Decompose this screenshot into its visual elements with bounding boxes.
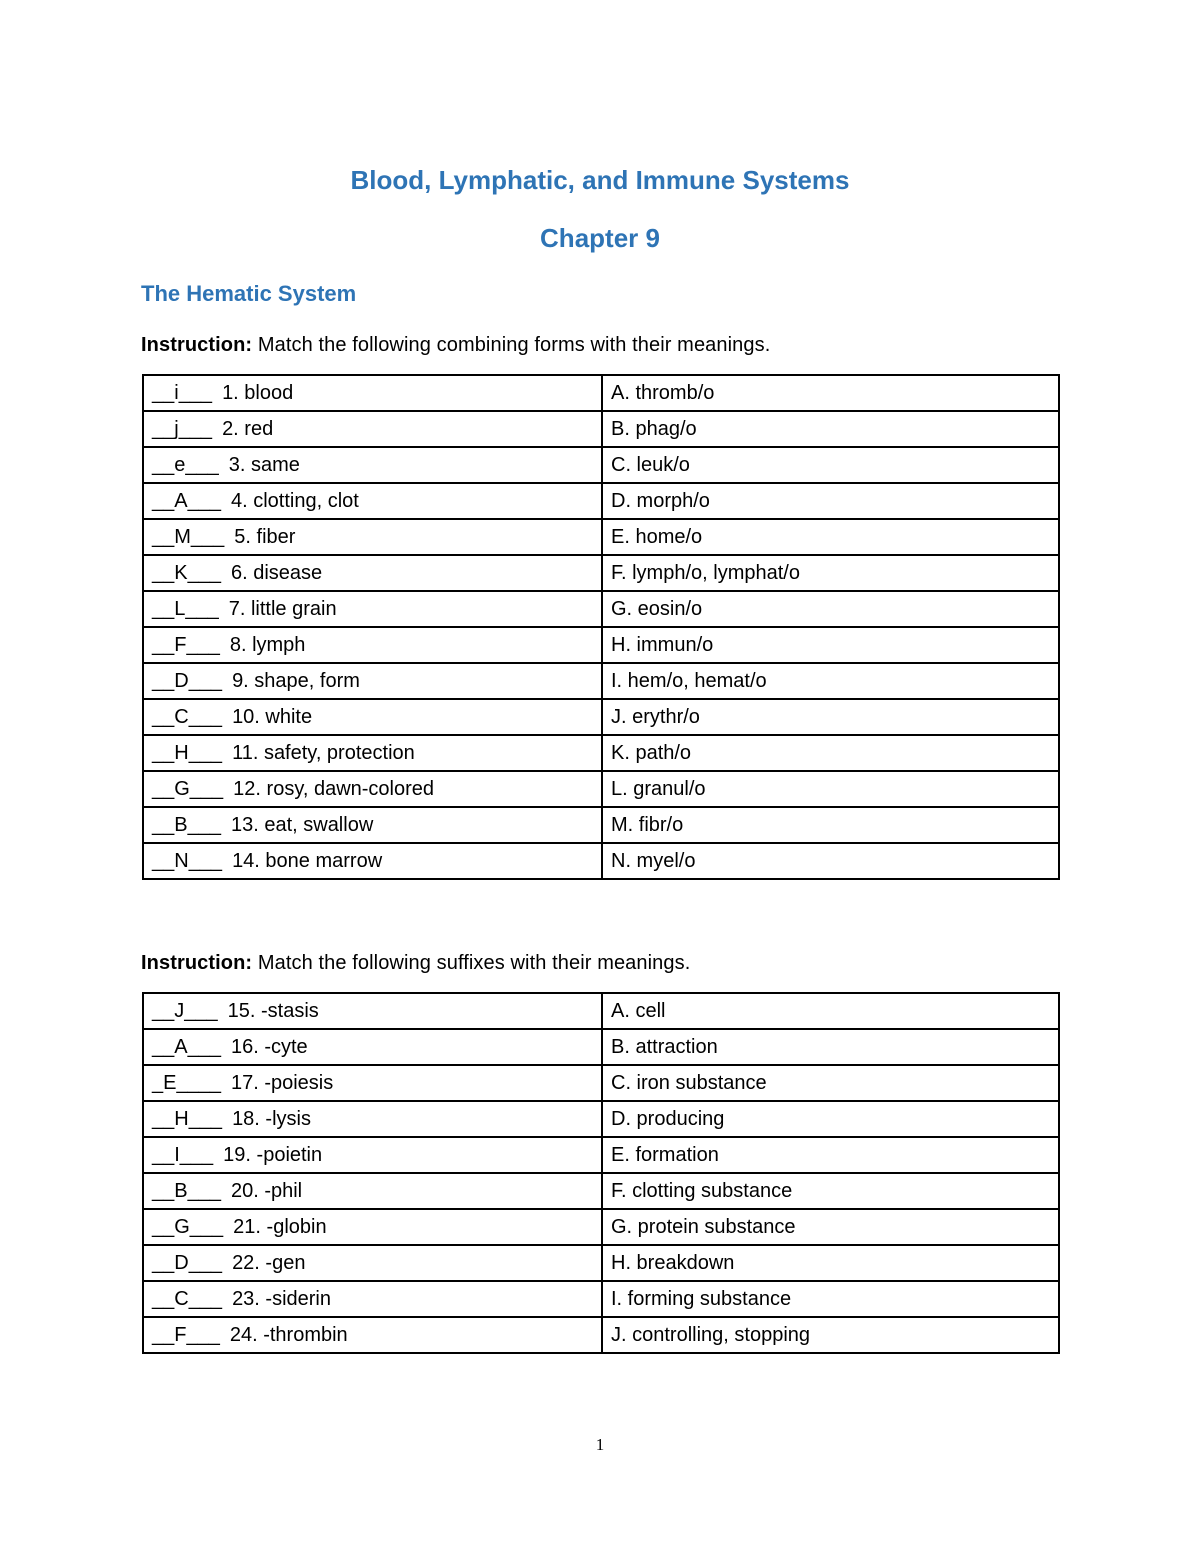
- option-text: C. leuk/o: [611, 453, 690, 476]
- answer-blank[interactable]: __A___: [152, 489, 221, 512]
- question-term: 24. -thrombin: [229, 1323, 348, 1346]
- option-cell: [602, 555, 1059, 591]
- option-cell: [602, 1281, 1059, 1317]
- answer-blank[interactable]: __C___: [152, 705, 223, 728]
- answer-blank[interactable]: __G___: [152, 1215, 224, 1238]
- option-cell: [602, 1317, 1059, 1353]
- question-term: 4. clotting, clot: [230, 489, 359, 512]
- option-cell: [602, 591, 1059, 627]
- option-cell: [602, 993, 1059, 1029]
- option-text: A. cell: [611, 999, 666, 1022]
- question-cell: [143, 735, 602, 771]
- question-cell: [143, 555, 602, 591]
- answer-blank[interactable]: __D___: [152, 669, 223, 692]
- document-title: Blood, Lymphatic, and Immune Systems: [350, 165, 850, 195]
- question-term: 7. little grain: [228, 597, 337, 620]
- instruction-label: Instruction:: [141, 334, 253, 356]
- option-text: F. clotting substance: [611, 1179, 793, 1202]
- option-cell: [602, 1029, 1059, 1065]
- table-row: [143, 483, 1059, 519]
- question-term: 21. -globin: [233, 1215, 327, 1238]
- option-text: I. hem/o, hemat/o: [611, 669, 767, 692]
- answer-blank[interactable]: __e___: [152, 453, 219, 476]
- table-row: [143, 1065, 1059, 1101]
- table-row: [143, 1209, 1059, 1245]
- question-term: 9. shape, form: [232, 669, 360, 692]
- answer-blank[interactable]: __H___: [152, 741, 223, 764]
- answer-blank[interactable]: __i___: [152, 381, 213, 404]
- question-cell: [143, 447, 602, 483]
- option-text: B. attraction: [611, 1035, 718, 1058]
- option-cell: [602, 843, 1059, 879]
- page-number: 1: [595, 1435, 605, 1454]
- question-term: 8. lymph: [229, 633, 306, 656]
- question-cell: [143, 1029, 602, 1065]
- table-row: [143, 591, 1059, 627]
- question-cell: [143, 1209, 602, 1245]
- table-row: [143, 1029, 1059, 1065]
- option-text: M. fibr/o: [611, 813, 684, 836]
- option-cell: [602, 663, 1059, 699]
- option-cell: [602, 735, 1059, 771]
- option-text: K. path/o: [611, 741, 692, 764]
- question-term: 17. -poiesis: [230, 1071, 334, 1094]
- table-row: [143, 627, 1059, 663]
- table-row: [143, 1317, 1059, 1353]
- option-cell: [602, 1137, 1059, 1173]
- question-term: 6. disease: [230, 561, 323, 584]
- question-term: 5. fiber: [234, 525, 296, 548]
- option-text: H. breakdown: [611, 1251, 735, 1274]
- table-row: [143, 1245, 1059, 1281]
- option-text: J. erythr/o: [611, 705, 700, 728]
- option-cell: [602, 375, 1059, 411]
- instruction-text: Match the following suffixes with their meanings.: [252, 952, 691, 974]
- question-term: 16. -cyte: [230, 1035, 308, 1058]
- option-text: N. myel/o: [611, 849, 696, 872]
- table-row: [143, 1173, 1059, 1209]
- option-text: D. producing: [611, 1107, 725, 1130]
- instruction-text: Match the following combining forms with their meanings.: [252, 334, 771, 356]
- question-term: 10. white: [232, 705, 313, 728]
- question-cell: [143, 771, 602, 807]
- table-row: [143, 447, 1059, 483]
- question-cell: [143, 993, 602, 1029]
- table-row: [143, 699, 1059, 735]
- question-cell: [143, 1173, 602, 1209]
- option-cell: [602, 807, 1059, 843]
- question-term: 19. -poietin: [223, 1143, 323, 1166]
- option-text: D. morph/o: [611, 489, 710, 512]
- answer-blank[interactable]: __B___: [152, 813, 221, 836]
- option-cell: [602, 1245, 1059, 1281]
- answer-blank[interactable]: __M___: [152, 525, 225, 548]
- question-cell: [143, 519, 602, 555]
- option-cell: [602, 627, 1059, 663]
- question-term: 15. -stasis: [227, 999, 319, 1022]
- table-row: [143, 663, 1059, 699]
- option-text: G. protein substance: [611, 1215, 796, 1238]
- question-term: 1. blood: [222, 381, 294, 404]
- option-cell: [602, 1101, 1059, 1137]
- question-cell: [143, 843, 602, 879]
- question-cell: [143, 411, 602, 447]
- option-text: E. formation: [611, 1143, 719, 1166]
- option-cell: [602, 1065, 1059, 1101]
- combining-forms-table: [142, 374, 1060, 880]
- question-cell: [143, 375, 602, 411]
- question-term: 18. -lysis: [232, 1107, 311, 1130]
- instruction-suffixes: [141, 952, 690, 975]
- question-cell: [143, 1065, 602, 1101]
- question-cell: [143, 663, 602, 699]
- question-cell: [143, 1281, 602, 1317]
- answer-blank[interactable]: __J___: [152, 999, 218, 1022]
- question-cell: [143, 699, 602, 735]
- instruction-label: Instruction:: [141, 952, 253, 974]
- question-term: 23. -siderin: [232, 1287, 331, 1310]
- answer-blank[interactable]: __A___: [152, 1035, 221, 1058]
- table-row: [143, 555, 1059, 591]
- question-term: 22. -gen: [232, 1251, 306, 1274]
- question-term: 2. red: [222, 417, 274, 440]
- table-row: [143, 1137, 1059, 1173]
- table-row: [143, 375, 1059, 411]
- option-text: L. granul/o: [611, 777, 706, 800]
- instruction-combining-forms: [141, 334, 770, 357]
- question-term: 14. bone marrow: [232, 849, 383, 872]
- option-cell: [602, 411, 1059, 447]
- answer-blank[interactable]: __N___: [152, 849, 223, 872]
- table-row: [143, 1281, 1059, 1317]
- option-text: I. forming substance: [611, 1287, 792, 1310]
- suffixes-table: [142, 992, 1060, 1354]
- table-row: [143, 411, 1059, 447]
- section-heading: The Hematic System: [141, 281, 357, 306]
- answer-blank[interactable]: __L___: [152, 597, 219, 620]
- answer-blank[interactable]: __K___: [152, 561, 221, 584]
- option-cell: [602, 447, 1059, 483]
- answer-blank[interactable]: __B___: [152, 1179, 221, 1202]
- option-text: F. lymph/o, lymphat/o: [611, 561, 800, 584]
- option-text: G. eosin/o: [611, 597, 703, 620]
- table-row: [143, 843, 1059, 879]
- option-text: J. controlling, stopping: [611, 1323, 811, 1346]
- question-cell: [143, 1245, 602, 1281]
- answer-blank[interactable]: __G___: [152, 777, 224, 800]
- table-row: [143, 771, 1059, 807]
- option-cell: [602, 699, 1059, 735]
- answer-blank[interactable]: __C___: [152, 1287, 223, 1310]
- question-cell: [143, 1317, 602, 1353]
- question-term: 11. safety, protection: [232, 741, 415, 764]
- question-cell: [143, 591, 602, 627]
- question-term: 12. rosy, dawn-colored: [233, 777, 435, 800]
- table-row: [143, 807, 1059, 843]
- option-text: E. home/o: [611, 525, 703, 548]
- option-text: B. phag/o: [611, 417, 697, 440]
- answer-blank[interactable]: __D___: [152, 1251, 223, 1274]
- answer-blank[interactable]: _E____: [152, 1071, 221, 1094]
- question-term: 3. same: [228, 453, 300, 476]
- chapter-heading: Chapter 9: [540, 223, 660, 253]
- answer-blank[interactable]: __F___: [152, 633, 220, 656]
- option-cell: [602, 1173, 1059, 1209]
- question-cell: [143, 807, 602, 843]
- option-cell: [602, 1209, 1059, 1245]
- question-cell: [143, 1101, 602, 1137]
- answer-blank[interactable]: __F___: [152, 1323, 220, 1346]
- table-row: [143, 519, 1059, 555]
- table-row: [143, 735, 1059, 771]
- question-cell: [143, 627, 602, 663]
- table-row: [143, 1101, 1059, 1137]
- option-cell: [602, 771, 1059, 807]
- option-cell: [602, 519, 1059, 555]
- option-cell: [602, 483, 1059, 519]
- answer-blank[interactable]: __I___: [152, 1143, 214, 1166]
- answer-blank[interactable]: __j___: [152, 417, 213, 440]
- question-term: 20. -phil: [230, 1179, 303, 1202]
- option-text: H. immun/o: [611, 633, 714, 656]
- option-text: C. iron substance: [611, 1071, 767, 1094]
- question-cell: [143, 483, 602, 519]
- table-row: [143, 993, 1059, 1029]
- question-term: 13. eat, swallow: [230, 813, 374, 836]
- option-text: A. thromb/o: [611, 381, 715, 404]
- question-cell: [143, 1137, 602, 1173]
- answer-blank[interactable]: __H___: [152, 1107, 223, 1130]
